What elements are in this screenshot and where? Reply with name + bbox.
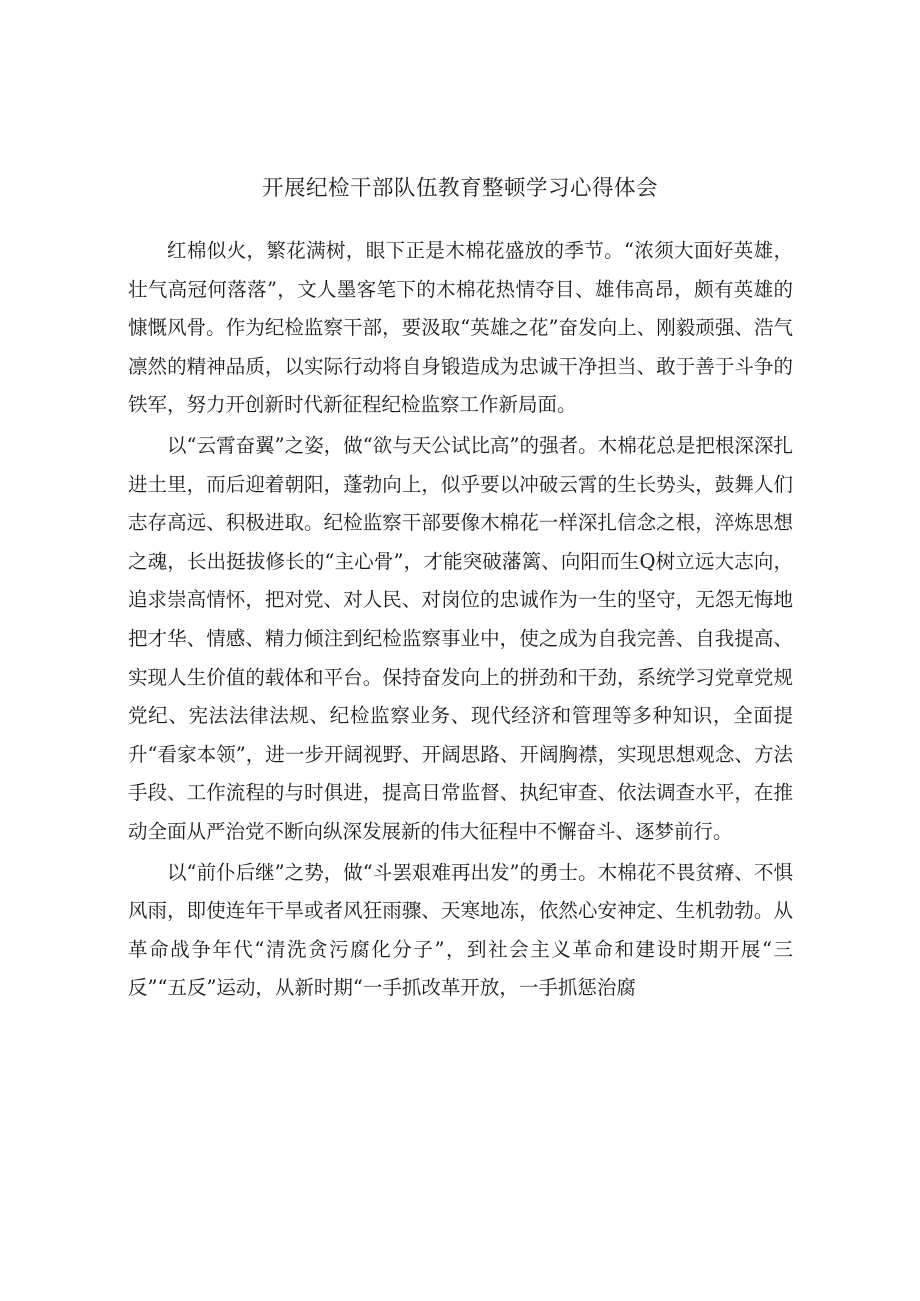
document-body bbox=[128, 232, 793, 1010]
paragraph-2: 以“云霄奋翼”之姿，做“欲与天公试比高”的强者。木棉花总是把根深深扎进土里，而后迎着朝阳，蓬勃向上，似乎要以冲破云霄的生长势头，鼓舞人们志存高远、积极进取。纪检监察干部要像木棉花一样深扎信念之根，淬炼思想之魂，长出挺拔修长的“主心骨”，才能突破藩篱、向阳而生Q树立远大志向，追求崇高情怀，把对党、对人民、对岗位的忠诚作为一生的坚守，无怨无悔地把才华、情感、精力倾注到纪检监察事业中，使之成为自我完善、自我提高、实现人生价值的载体和平台。保持奋发向上的拼劲和干劲，系统学习党章党规党纪、宪法法律法规、纪检监察业务、现代经济和管理等多种知识，全面提升“看家本领”，进一步开阔视野、开阔思路、开阔胸襟，实现思想观念、方法手段、工作流程的与时俱进，提高日常监督、执纪审查、依法调查水平，在推动全面从严治党不断向纵深发展新的伟大征程中不懈奋斗、逐梦前行。 bbox=[128, 433, 793, 843]
paragraph-1: 红棉似火，繁花满树，眼下正是木棉花盛放的季节。“浓须大面好英雄，壮气高冠何落落”，文人墨客笔下的木棉花热情夺目、雄伟高昂，颇有英雄的慷慨风骨。作为纪检监察干部，要汲取“英雄之花”奋发向上、刚毅顽强、浩气凛然的精神品质，以实际行动将自身锻造成为忠诚干净担当、敢于善于斗争的铁军，努力开创新时代新征程纪检监察工作新局面。 bbox=[128, 239, 793, 417]
document-title: 开展纪检干部队伍教育整顿学习心得体会 bbox=[261, 176, 658, 201]
paragraph-3: 以“前仆后继”之势，做“斗罢艰难再出发”的勇士。木棉花不畏贫瘠、不惧风雨，即使连年干旱或者风狂雨骤、天寒地冻，依然心安神定、生机勃勃。从革命战争年代“清洗贪污腐化分子”，到社会主义革命和建设时期开展“三反”“五反”运动，从新时期“一手抓改革开放，一手抓惩治腐 bbox=[128, 860, 793, 1000]
